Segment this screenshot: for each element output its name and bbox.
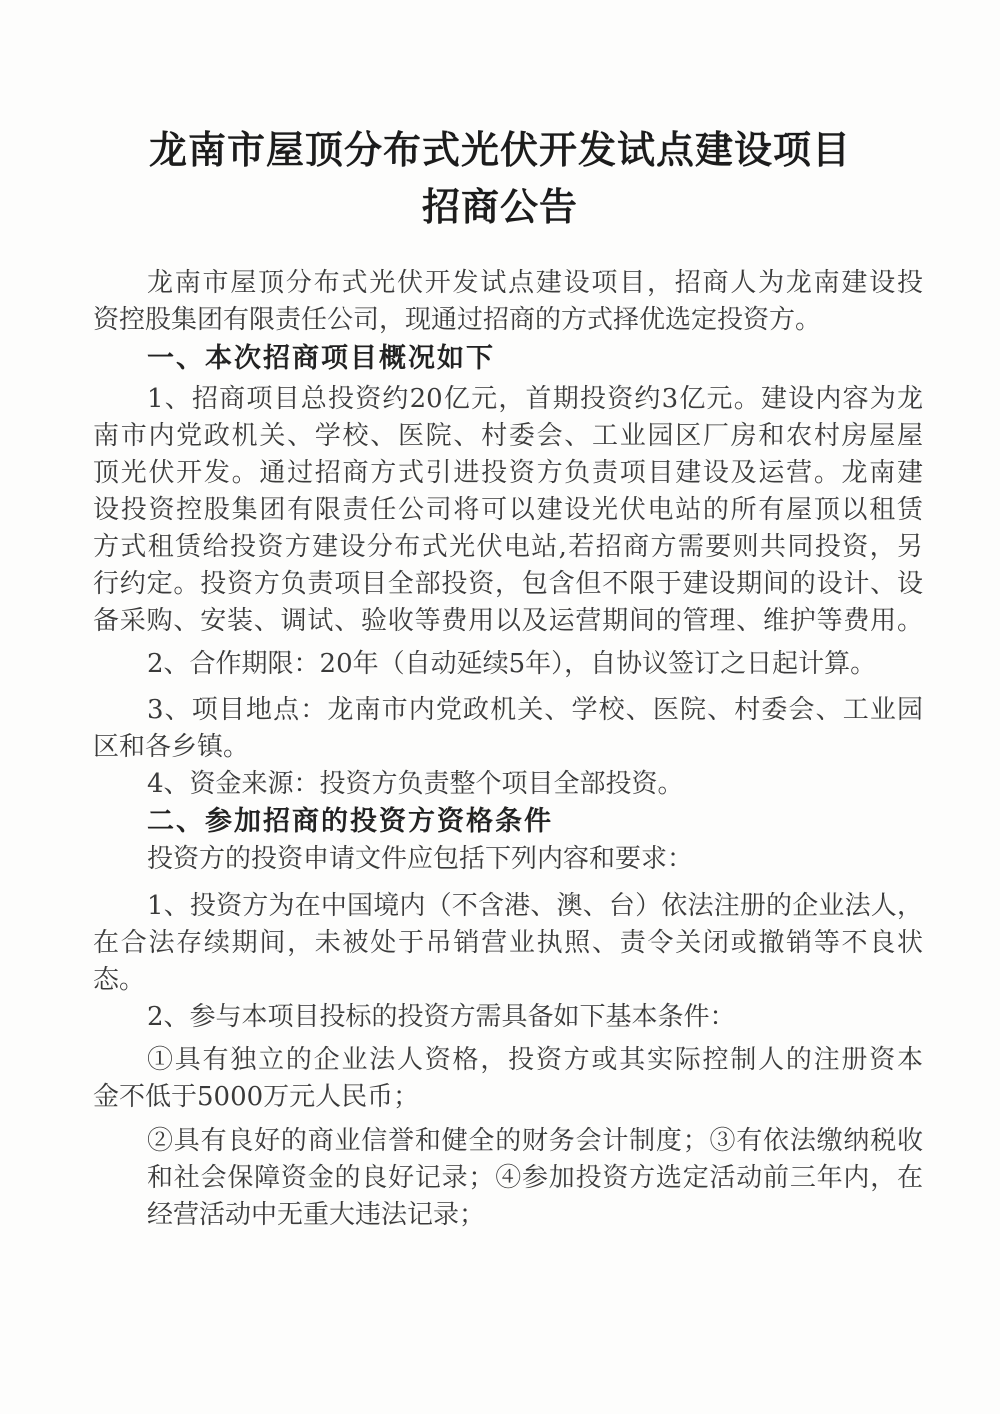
document-line: 态。 xyxy=(93,965,146,995)
document-line: ①具有独立的企业法人资格，投资方或其实际控制人的注册资本 xyxy=(147,1045,923,1075)
document-line: 顶光伏开发。通过招商方式引进投资方负责项目建设及运营。龙南建 xyxy=(93,458,923,488)
document-line: 资控股集团有限责任公司，现通过招商的方式择优选定投资方。 xyxy=(93,305,822,335)
section-2-item-2 xyxy=(93,999,923,1036)
document-body xyxy=(93,265,923,1234)
document-line: 龙南市屋顶分布式光伏开发试点建设项目，招商人为龙南建设投 xyxy=(147,268,923,298)
condition-item-1 xyxy=(93,1042,923,1116)
document-line: 备采购、安装、调试、验收等费用以及运营期间的管理、维护等费用。 xyxy=(93,606,923,636)
document-line: 二、参加招商的投资方资格条件 xyxy=(147,806,553,836)
section-2-heading xyxy=(93,803,923,840)
document-line: 南市内党政机关、学校、医院、村委会、工业园区厂房和农村房屋屋 xyxy=(93,421,923,451)
document-line: 设投资控股集团有限责任公司将可以建设光伏电站的所有屋顶以租赁 xyxy=(93,495,923,525)
section-2-intro xyxy=(93,841,923,878)
section-1-item-1 xyxy=(93,381,923,640)
document-line: 金不低于5000万元人民币； xyxy=(93,1082,420,1112)
document-line: ②具有良好的商业信誉和健全的财务会计制度；③有依法缴纳税收 xyxy=(147,1126,923,1156)
section-1-item-4 xyxy=(93,766,923,803)
document-line: 行约定。投资方负责项目全部投资，包含但不限于建设期间的设计、设 xyxy=(93,569,923,599)
document-line: 1、投资方为在中国境内（不含港、澳、台）依法注册的企业法人， xyxy=(147,891,923,921)
section-1-heading xyxy=(93,340,923,377)
document-line: 方式租赁给投资方建设分布式光伏电站,若招商方需要则共同投资，另 xyxy=(93,532,923,562)
section-2-item-1 xyxy=(93,888,923,999)
section-1-item-2 xyxy=(93,646,923,683)
document-line: 区和各乡镇。 xyxy=(93,732,250,762)
document-title xyxy=(0,0,1000,237)
document-line: 1、招商项目总投资约20亿元，首期投资约3亿元。建设内容为龙 xyxy=(147,384,923,414)
document-title-line-1: 龙南市屋顶分布式光伏开发试点建设项目 xyxy=(148,130,851,172)
document-line: 一、本次招商项目概况如下 xyxy=(147,343,495,373)
document-line: 在合法存续期间，未被处于吊销营业执照、责令关闭或撤销等不良状 xyxy=(93,928,923,958)
document-line: 2、参与本项目投标的投资方需具备如下基本条件： xyxy=(147,1002,736,1032)
section-1-item-3 xyxy=(93,692,923,766)
document-line: 投资方的投资申请文件应包括下列内容和要求： xyxy=(147,844,694,874)
document-line: 3、项目地点：龙南市内党政机关、学校、医院、村委会、工业园 xyxy=(147,695,923,725)
condition-item-2 xyxy=(93,1123,923,1234)
document-title-line-2: 招商公告 xyxy=(421,187,578,229)
document-line: 和社会保障资金的良好记录；④参加投资方选定活动前三年内，在 xyxy=(147,1163,923,1193)
intro-paragraph xyxy=(93,265,923,339)
document-line: 4、资金来源：投资方负责整个项目全部投资。 xyxy=(147,769,684,799)
document-line: 经营活动中无重大违法记录； xyxy=(147,1200,486,1230)
document-line: 2、合作期限：20年（自动延续5年），自协议签订之日起计算。 xyxy=(147,649,877,679)
